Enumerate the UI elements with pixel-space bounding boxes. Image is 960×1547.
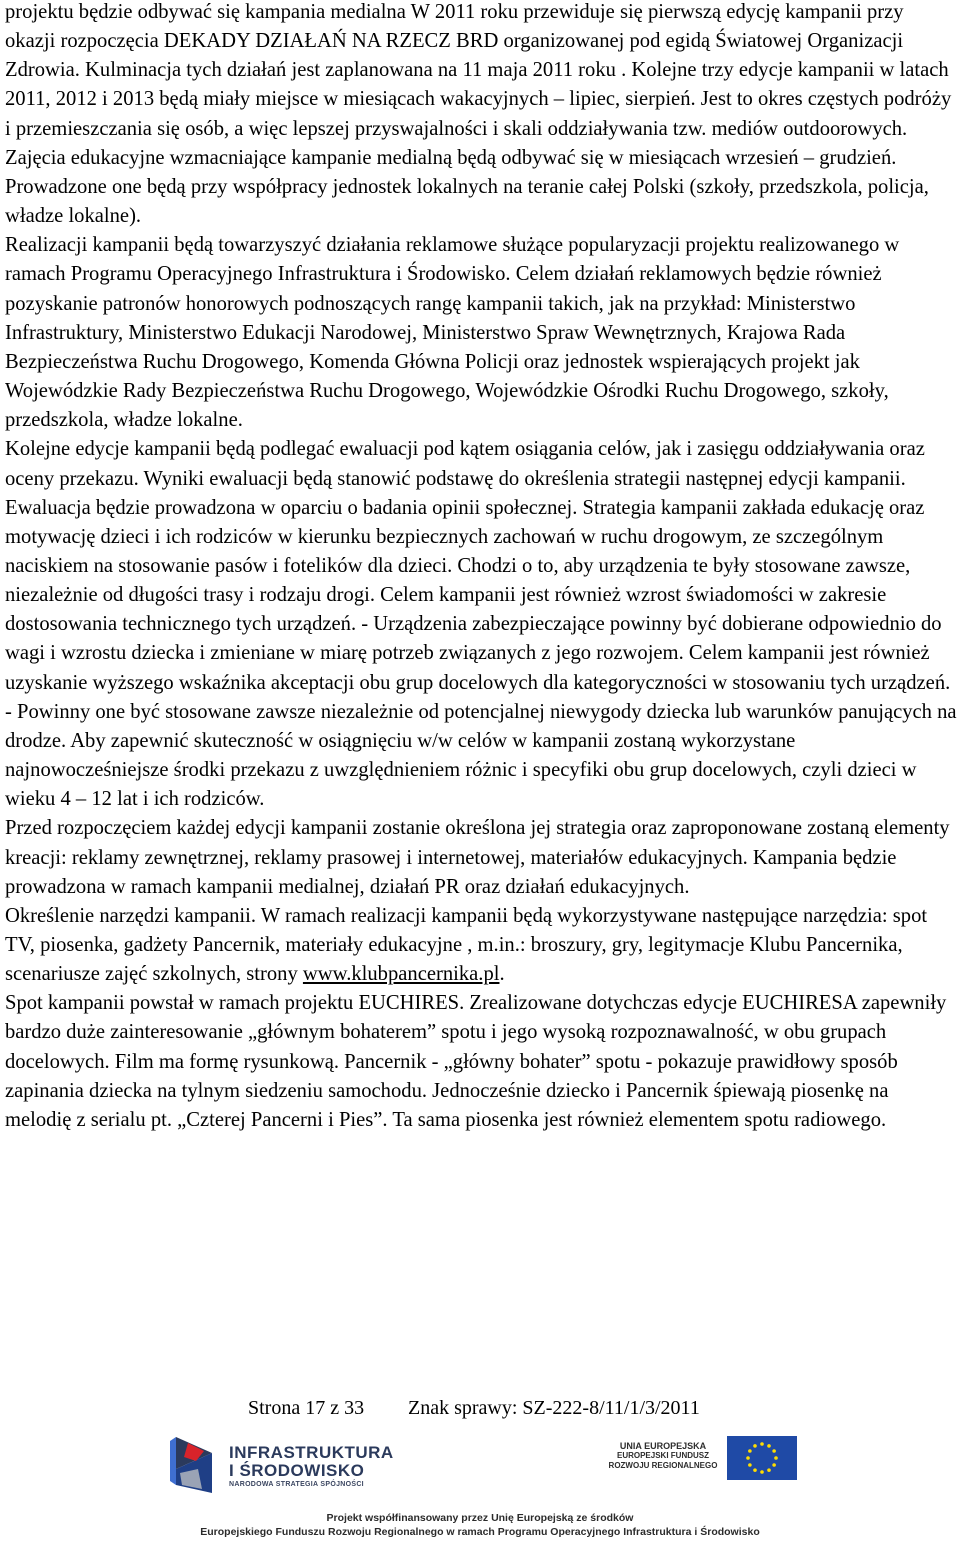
eu-logo-line2: EUROPEJSKI FUNDUSZ — [616, 1451, 709, 1460]
page-number: Strona 17 z 33 — [248, 1397, 365, 1419]
eu-logo-line1: UNIA EUROPEJSKA — [619, 1441, 707, 1451]
eu-star-icon — [760, 1470, 764, 1474]
paragraph-tools-end: . — [499, 963, 505, 986]
body-text — [5, 0, 957, 1135]
eu-star-icon — [767, 1444, 771, 1448]
is-logo-line3: NARODOWA STRATEGIA SPÓJNOŚCI — [229, 1481, 364, 1488]
eu-star-icon — [753, 1444, 757, 1448]
eu-star-icon — [774, 1456, 778, 1460]
eu-star-icon — [748, 1449, 752, 1453]
paragraph-strategy: Przed rozpoczęciem każdej edycji kampanii zostanie określona jej strategia oraz zaproponowane zostaną elementy kreacji: reklamy zewnętrznej, reklamy prasowej i internetowej, materiałów edukacyjnych. Kampania będzie prowadzona w ramach kampanii medialnej, działań PR oraz działań edukacyjnych. — [5, 817, 950, 898]
is-logo-line2: I ŚRODOWISKO — [229, 1461, 365, 1480]
paragraph-spot: Spot kampanii powstał w ramach projektu EUCHIRES. Zrealizowane dotychczas edycje EUCHIRESA zapewniły bardzo duże zainteresowanie „głównym bohaterem” spotu i jego wysoką rozpoznawalność, w obu grupach docelowych. Film ma formę rysunkową. Pancernik - „główny bohater” spotu - pokazuje prawidłowy sposób zapinania dziecka na tylnym siedzeniu samochodu. Jednocześnie dziecko i Pancernik śpiewają piosenkę na melodię z serialu pt. „Czterej Pancerni i Pies”. Ta sama piosenka jest również elementem spotu radiowego. — [5, 992, 947, 1131]
eu-logo-text — [604, 1441, 722, 1471]
paragraph-advertising: Realizacji kampanii będą towarzyszyć działania reklamowe służące popularyzacji projektu realizowanego w ramach Programu Operacyjnego Infrastruktura i Środowisko. Celem działań reklamowych będzie również pozyskanie patronów honorowych podnoszących rangę kampanii takich, jak na przykład: Ministerstwo Infrastruktury, Ministerstwo Edukacji Narodowej, Ministerstwo Spraw Wewnętrznych, Krajowa Rada Bezpieczeństwa Ruchu Drogowego, Komenda Główna Policji oraz jednostek wspierających projekt jak Wojewódzkie Rady Bezpieczeństwa Ruchu Drogowego, Wojewódzkie Ośrodki Ruchu Drogowego, szkoły, przedszkola, władze lokalne. — [5, 234, 900, 432]
page-footer — [0, 1397, 960, 1427]
is-logo-line1: INFRASTRUKTURA — [229, 1443, 394, 1462]
infrastruktura-emblem-icon — [168, 1431, 228, 1501]
case-number: Znak sprawy: SZ-222-8/11/1/3/2011 — [408, 1397, 700, 1419]
eu-star-icon — [748, 1463, 752, 1467]
eu-star-icon — [767, 1468, 771, 1472]
paragraph-evaluation: Kolejne edycje kampanii będą podlegać ewaluacji pod kątem osiągania celów, jak i zasięgu oddziaływania oraz oceny przekazu. Wyniki ewaluacji będą stanowić podstawę do określenia strategii następnej edycji kampanii. Ewaluacja będzie prowadzona w oparciu o badania opinii społecznej. Strategia kampanii zakłada edukację oraz motywację dzieci i ich rodziców w kierunku bezpiecznych zachowań w ruchu drogowym, ze szczególnym naciskiem na stosowanie pasów i fotelików dla dzieci. Chodzi o to, aby urządzenia te były stosowane zawsze, niezależnie od długości trasy i rodzaju drogi. Celem kampanii jest również wzrost świadomości w zakresie dostosowania technicznego tych urządzeń. - Urządzenia zabezpieczające powinny być dobierane odpowiednio do wagi i wzrostu dziecka i zmieniane w miarę potrzeb związanych z jego rozwojem. Celem kampanii jest również uzyskanie wyższego wskaźnika akceptacji obu grup docelowych dla kategoryczności w stosowaniu tych urządzeń. - Powinny one być stosowane zawsze niezależnie od potencjalnej niewygody dziecka lub warunków panujących na drodze. Aby zapewnić skuteczność w osiągnięciu w/w celów w kampanii zostaną wykorzystane najnowocześniejsze środki przekazu z uwzględnieniem różnic i specyfiki obu grup docelowych, czyli dzieci w wieku 4 – 12 lat i ich rodziców. — [5, 438, 957, 811]
eu-logo-line3: ROZWOJU REGIONALNEGO — [608, 1461, 718, 1470]
infrastruktura-logo — [168, 1431, 408, 1501]
eu-flag-icon — [727, 1436, 797, 1480]
paragraph-campaign-schedule: projektu będzie odbywać się kampania medialna W 2011 roku przewiduje się pierwszą edycję kampanii przy okazji rozpoczęcia DEKADY DZIAŁAŃ NA RZECZ BRD organizowanej pod egidą Światowej Organizacji Zdrowia. Kulminacja tych działań jest zaplanowana na 11 maja 2011 roku . Kolejne trzy edycje kampanii w latach 2011, 2012 i 2013 będą miały miejsce w miesiącach wakacyjnych – lipiec, sierpień. Jest to okres częstych podróży i przemieszczania się osób, a więc lepszej przyswajalności i skali oddziaływania tzw. mediów outdoorowych. Zajęcia edukacyjne wzmacniające kampanie medialną będą odbywać się w miesiącach wrzesień – grudzień. Prowadzone one będą przy współpracy jednostek lokalnych na teranie całej Polski (szkoły, przedszkola, policja, władze lokalne). — [5, 1, 952, 228]
eu-star-icon — [746, 1456, 750, 1460]
eu-star-icon — [772, 1449, 776, 1453]
cofinancing-note — [150, 1511, 810, 1539]
paragraph-tools — [5, 902, 957, 989]
eu-star-icon — [760, 1442, 764, 1446]
cofinancing-line1: Projekt współfinansowany przez Unię Europejską ze środków — [326, 1512, 634, 1524]
logo-bar — [0, 1425, 960, 1545]
infrastruktura-text — [229, 1444, 394, 1490]
paragraph-tools-text: Określenie narzędzi kampanii. W ramach realizacji kampanii będą wykorzystywane następujące narzędzia: spot TV, piosenka, gadżety Pancernik, materiały edukacyjne , m.in.: broszury, gry, legitymacje Klubu Pancernika, scenariusze zajęć szkolnych, strony — [5, 904, 928, 986]
eu-star-icon — [753, 1468, 757, 1472]
website-link[interactable]: www.klubpancernika.pl — [302, 963, 500, 986]
cofinancing-line2: Europejskiego Funduszu Rozwoju Regionalnego w ramach Programu Operacyjnego Infrastruktura i Środowisko — [200, 1526, 760, 1538]
eu-star-icon — [772, 1463, 776, 1467]
